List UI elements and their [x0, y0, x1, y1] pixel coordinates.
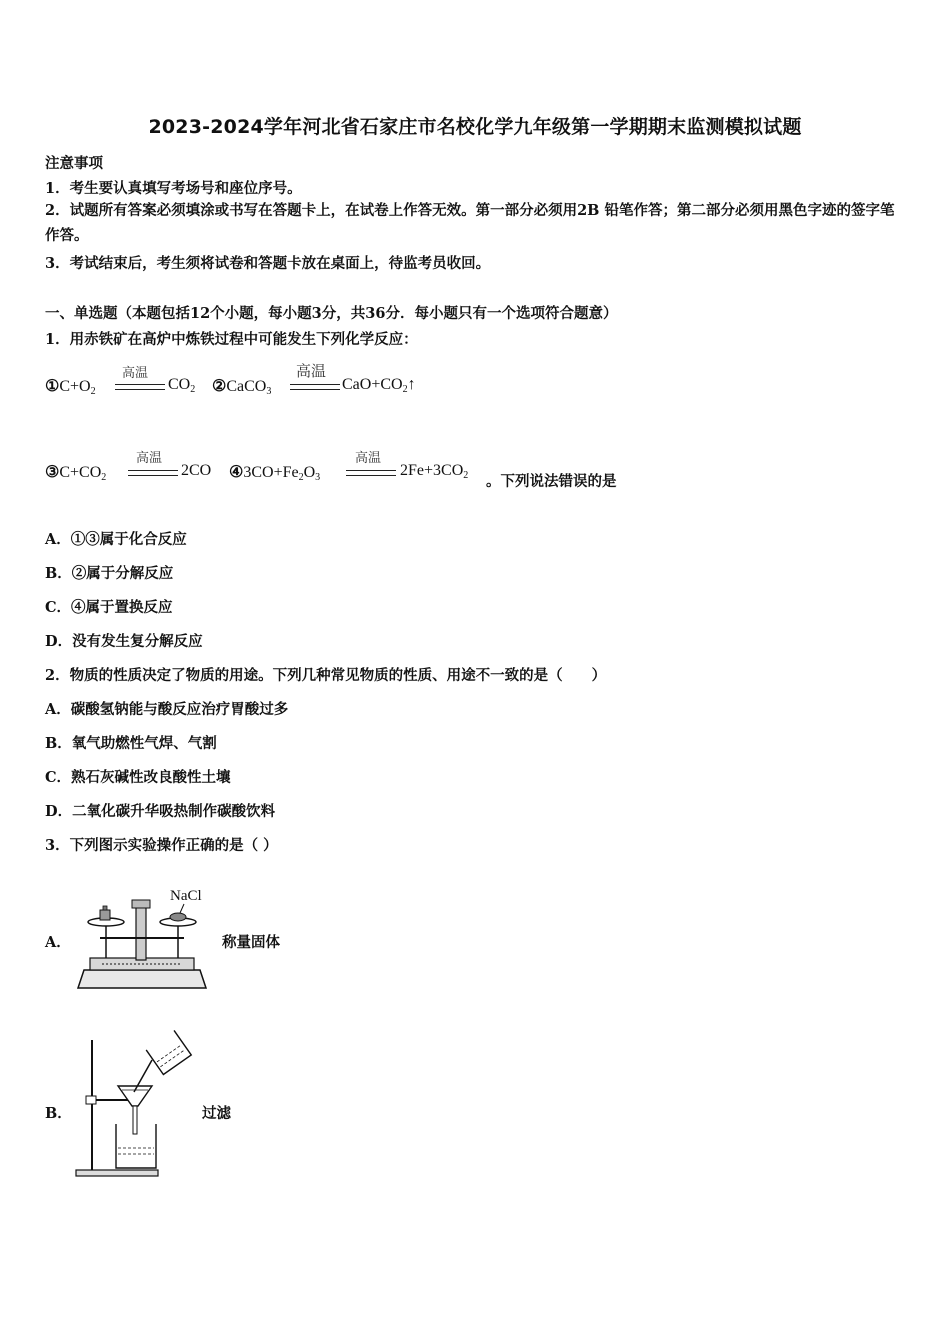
- q2-stem: 2．物质的性质决定了物质的用途。下列几种常见物质的性质、用途不一致的是（ ）: [45, 667, 607, 684]
- condition-label: 高温: [296, 362, 327, 380]
- balance-scale-icon: [72, 880, 212, 992]
- q3-option-b-label: 过滤: [202, 1105, 231, 1122]
- nacl-label: NaCl: [170, 888, 202, 904]
- q3-option-a-label: 称量固体: [222, 934, 280, 951]
- notice-item-2: 2．试题所有答案必须填涂或书写在答题卡上，在试卷上作答无效。第一部分必须用2B 铅笔作答；第二部分必须用黑色字迹的签字笔作答。: [45, 202, 895, 244]
- reaction-3-product: 2CO: [181, 462, 212, 479]
- reaction-2-product: $CaO+CO_2↑$: [342, 376, 416, 395]
- condition-label: 高温: [355, 451, 382, 466]
- equals-sign: [115, 384, 165, 390]
- reaction-1: $①C+O_2$: [45, 376, 96, 397]
- q2-option-a[interactable]: A．碳酸氢钠能与酸反应治疗胃酸过多: [45, 701, 289, 718]
- equals-sign: [128, 470, 178, 476]
- q1-stem: 1．用赤铁矿在高炉中炼铁过程中可能发生下列化学反应：: [45, 331, 418, 348]
- reaction-4: $④3CO+Fe_2O_3$: [229, 462, 321, 483]
- condition-label: 高温: [136, 451, 163, 466]
- reaction-4-product: $2Fe+3CO_2$: [400, 462, 469, 481]
- condition-label: 高温: [122, 366, 149, 381]
- filtration-apparatus-icon: [72, 1030, 197, 1180]
- q1-option-a[interactable]: A．①③属于化合反应: [45, 531, 187, 548]
- notice-heading: 注意事项: [45, 155, 103, 172]
- q3-option-b-letter[interactable]: B．: [45, 1105, 72, 1122]
- page-title: 2023-2024学年河北省石家庄市名校化学九年级第一学期期末监测模拟试题: [148, 116, 802, 138]
- q3-option-a-letter[interactable]: A．: [45, 934, 71, 951]
- notice-item-3: 3．考试结束后，考生须将试卷和答题卡放在桌面上，待监考员收回。: [45, 255, 491, 272]
- section-heading: 一、单选题（本题包括12个小题，每小题3分，共36分．每小题只有一个选项符合题意）: [45, 305, 618, 322]
- q1-tail: 。下列说法错误的是: [486, 473, 617, 490]
- q2-option-b[interactable]: B．氧气助燃性气焊、气割: [45, 735, 217, 752]
- reaction-2: ②CaCO$_3$: [212, 376, 272, 397]
- equals-sign: [346, 470, 396, 476]
- q2-option-c[interactable]: C．熟石灰碱性改良酸性土壤: [45, 769, 231, 786]
- q1-option-b[interactable]: B．②属于分解反应: [45, 565, 174, 582]
- reaction-3: $③C+CO_2$: [45, 462, 107, 483]
- equals-sign: [290, 384, 340, 390]
- q2-option-d[interactable]: D．二氧化碳升华吸热制作碳酸饮料: [45, 803, 276, 820]
- q1-option-c[interactable]: C．④属于置换反应: [45, 599, 173, 616]
- q3-stem: 3．下列图示实验操作正确的是（ ）: [45, 837, 278, 854]
- q1-option-d[interactable]: D．没有发生复分解反应: [45, 633, 203, 650]
- reaction-1-product: $CO_2$: [168, 376, 196, 395]
- notice-item-1: 1．考生要认真填写考场号和座位序号。: [45, 180, 302, 197]
